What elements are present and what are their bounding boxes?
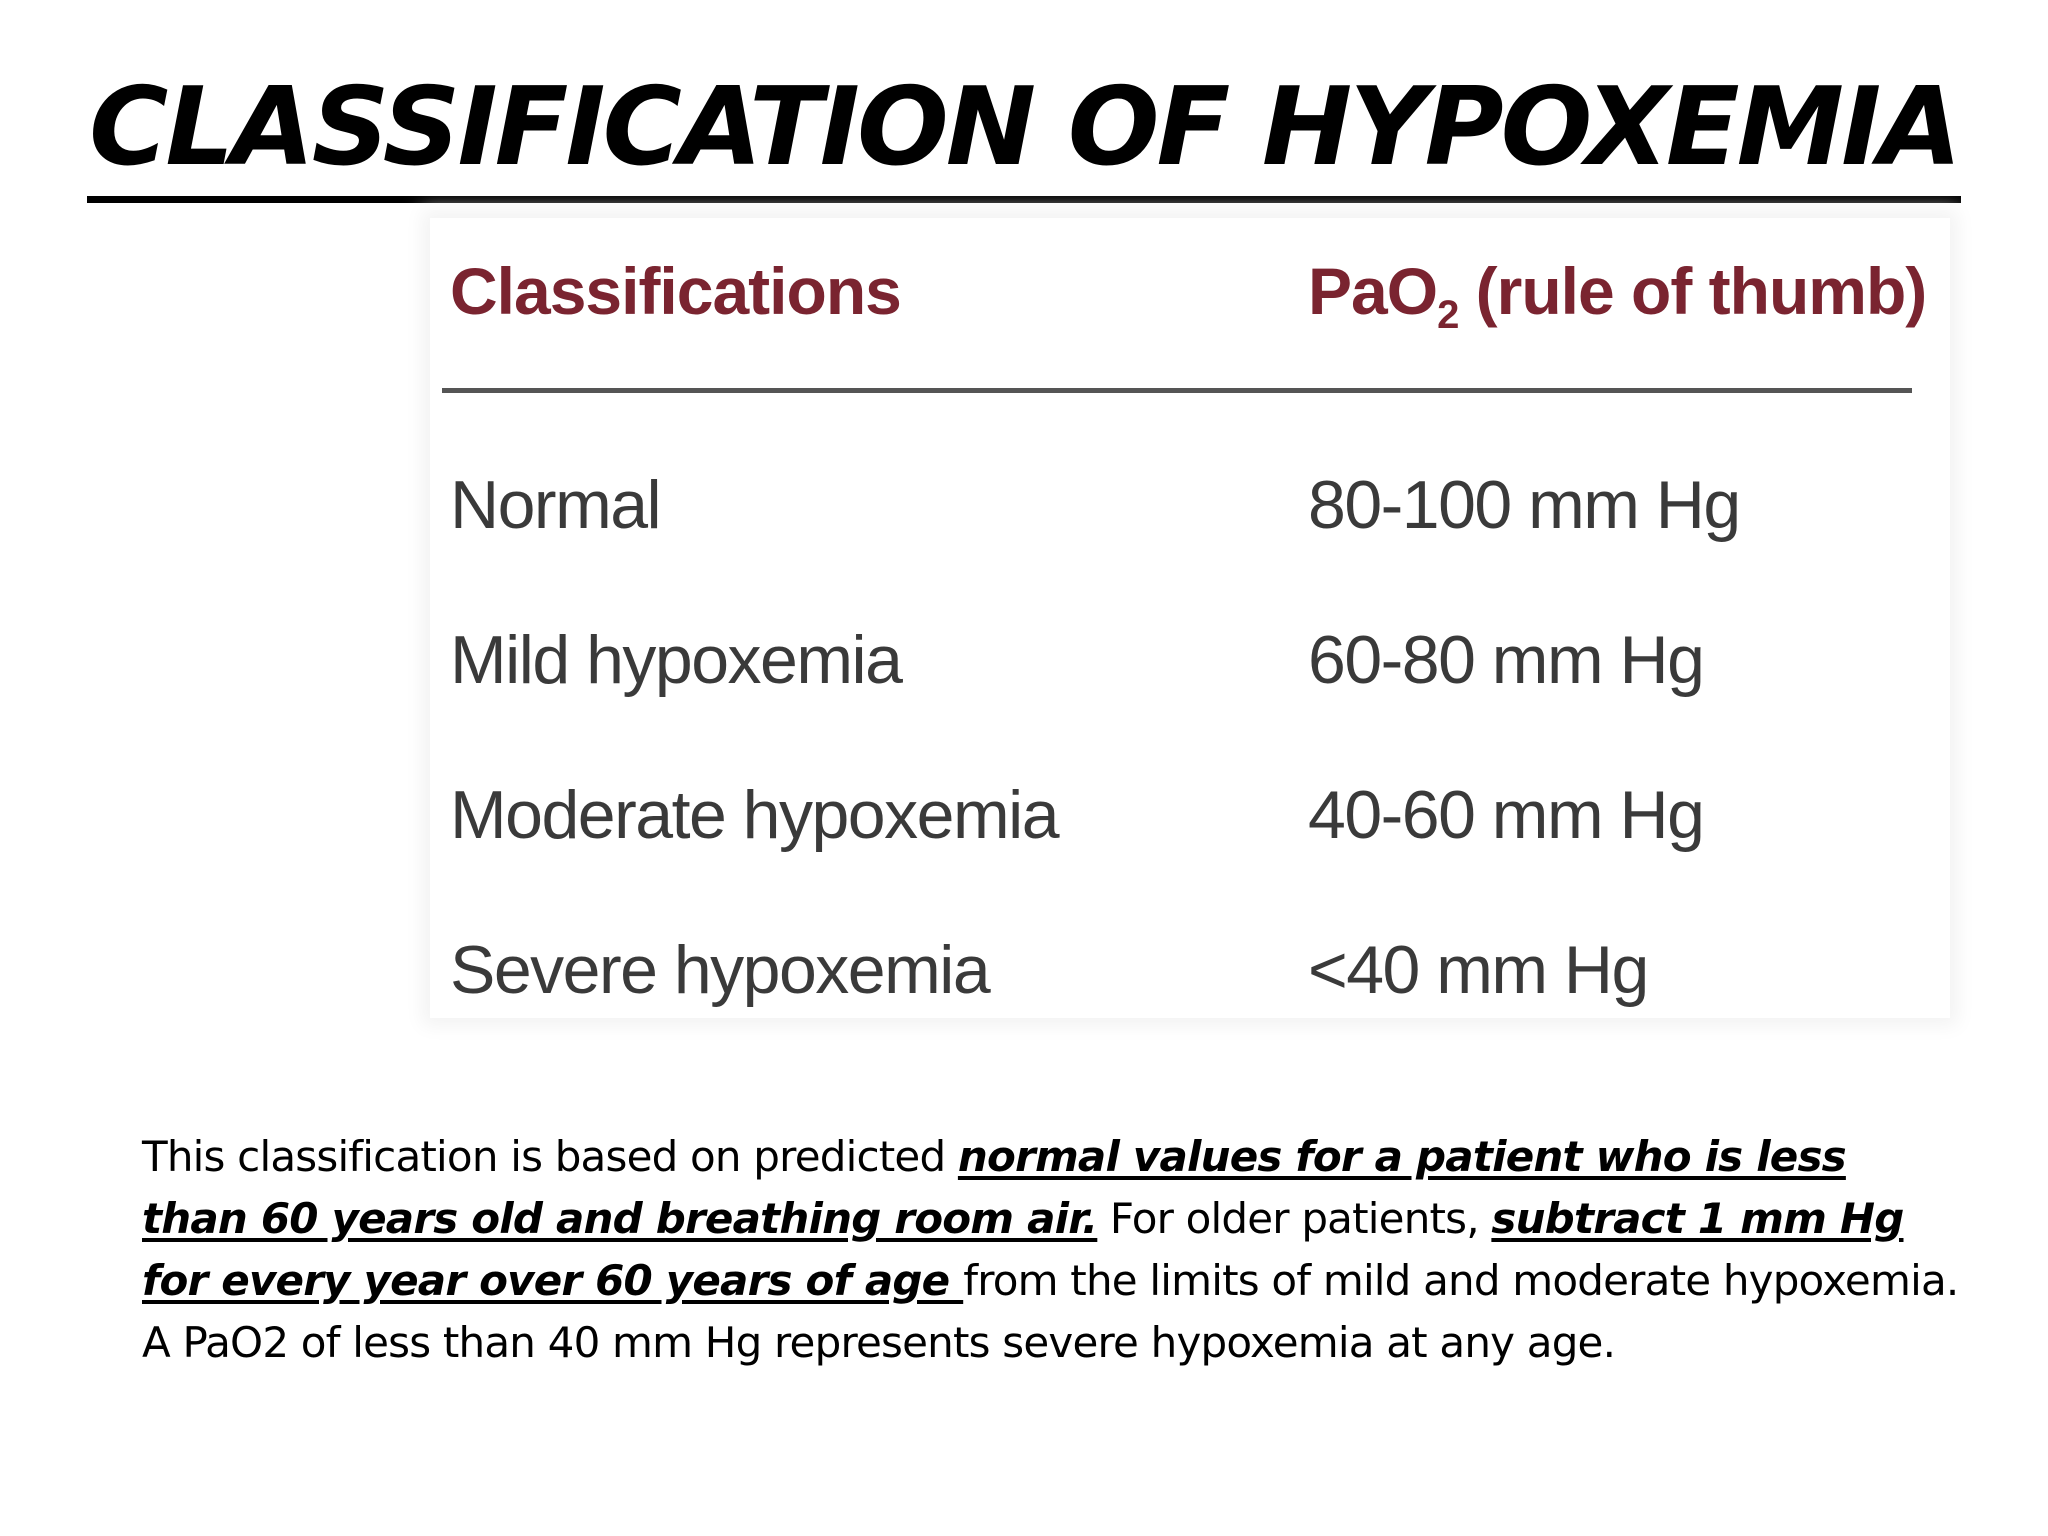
pao2-cell: 60-80 mm Hg (1308, 622, 1704, 698)
note-paragraph (142, 1126, 1962, 1312)
pao2-cell: 40-60 mm Hg (1308, 777, 1704, 853)
classification-cell: Severe hypoxemia (450, 932, 990, 1008)
slide-title (0, 62, 2048, 203)
pao2-cell: <40 mm Hg (1308, 932, 1648, 1008)
note-text: For older patients, (1097, 1194, 1492, 1243)
table-header (450, 253, 1930, 353)
classification-cell: Normal (450, 467, 661, 543)
explanatory-note (142, 1126, 1962, 1374)
table-row-moderate (450, 776, 1930, 876)
note-severe-line: A PaO2 of less than 40 mm Hg represents severe hypoxemia at any age. (142, 1318, 1616, 1367)
header-divider (442, 388, 1912, 393)
table-row-severe (450, 931, 1930, 1031)
note-emphasis-age: normal values for a patient who is less than 60 years old and breathing room air. (142, 1132, 1846, 1243)
header-classifications: Classifications (450, 254, 901, 328)
note-text: This classification is based on predicted (142, 1132, 958, 1181)
header-pao2-main: PaO (1308, 254, 1438, 328)
pao2-cell: 80-100 mm Hg (1308, 467, 1740, 543)
table-row-normal (450, 466, 1930, 566)
header-pao2 (1308, 253, 1926, 338)
header-pao2-rest: (rule of thumb) (1458, 254, 1927, 328)
classification-table (430, 218, 1950, 1018)
classification-cell: Moderate hypoxemia (450, 777, 1059, 853)
note-text: from the limits of mild and moderate hypoxemia. (963, 1256, 1959, 1305)
classification-cell: Mild hypoxemia (450, 622, 902, 698)
header-pao2-subscript: 2 (1437, 293, 1459, 337)
note-emphasis-subtract: subtract 1 mm Hg for every year over 60 years of age (142, 1194, 1904, 1305)
table-row-mild (450, 621, 1930, 721)
slide-title-text: CLASSIFICATION OF HYPOXEMIA (87, 62, 1961, 203)
